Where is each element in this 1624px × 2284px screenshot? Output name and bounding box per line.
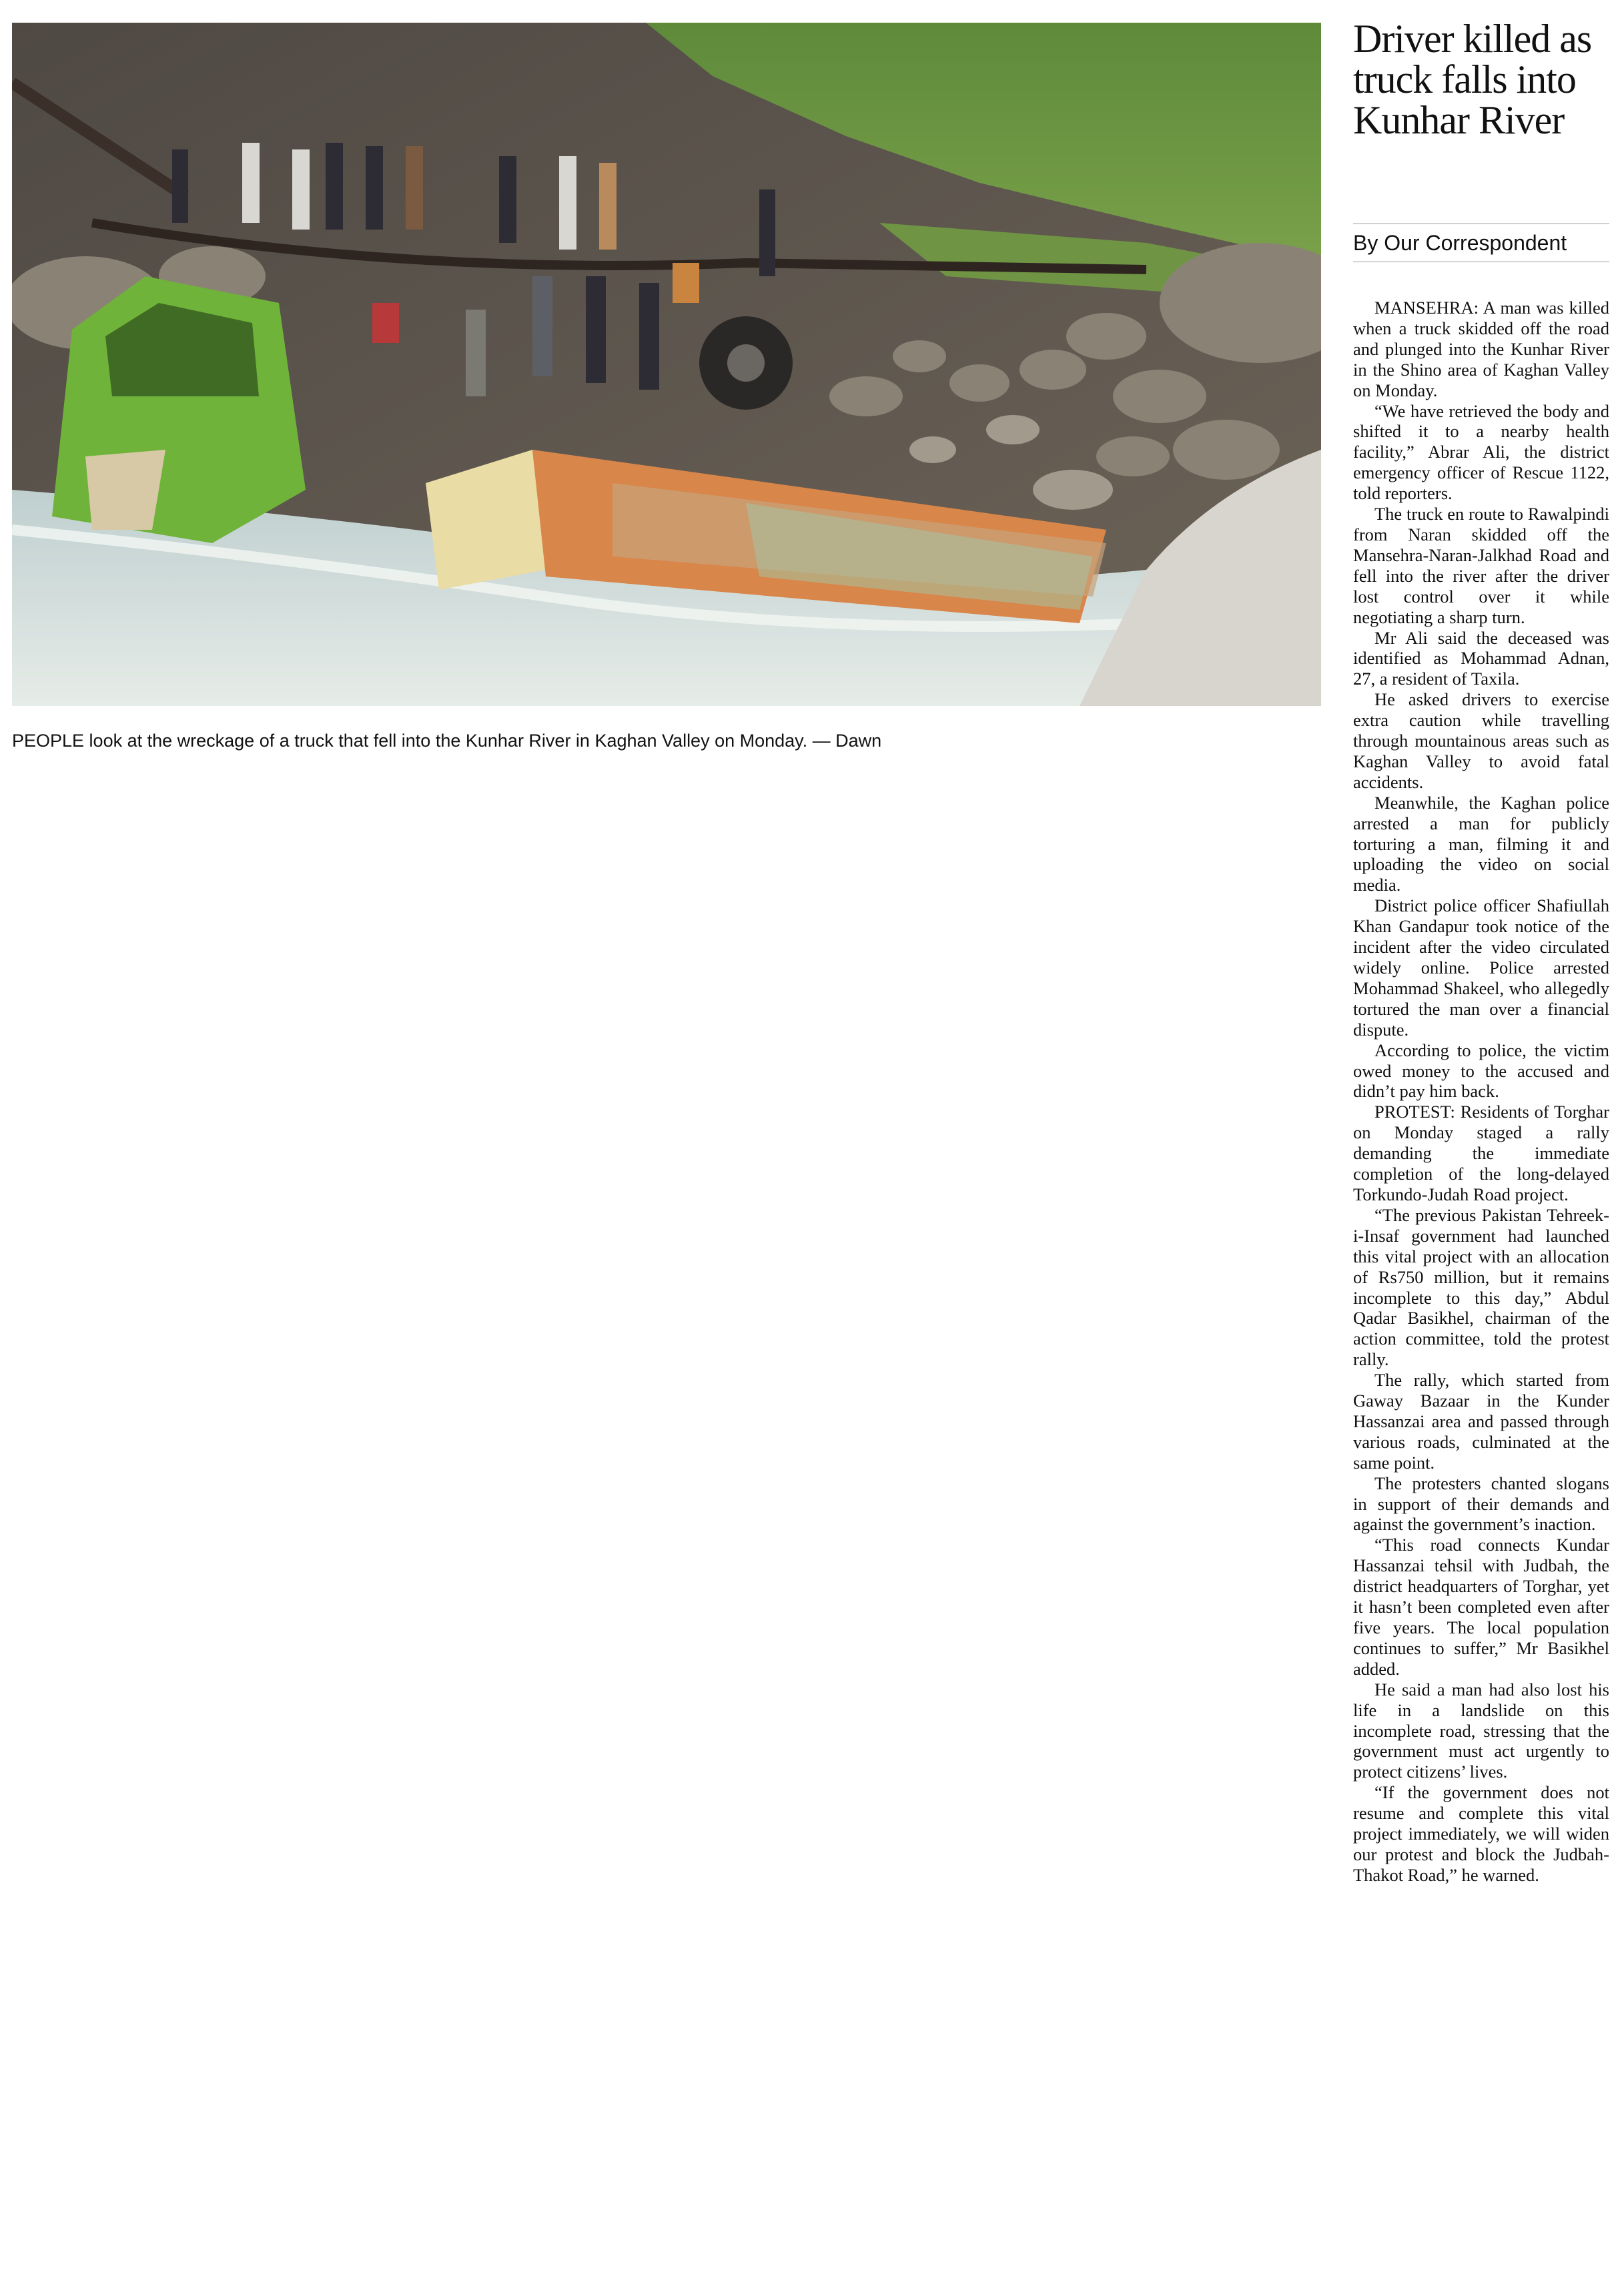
article-paragraph: Mr Ali said the deceased was identified as Mohammad Adnan, 27, a resident of Taxila. <box>1353 627 1609 689</box>
truck-wreck-photo-illustration <box>12 23 1321 706</box>
article-paragraph: He asked drivers to exercise extra caution while travelling through mountainous areas such as Kaghan Valley to avoid fatal accidents. <box>1353 689 1609 792</box>
article-byline: By Our Correspondent <box>1353 231 1567 255</box>
article-paragraph: “This road connects Kundar Hassanzai tehsil with Judbah, the district headquarters of Torghar, yet it hasn’t been completed even after five years. The local population continues to suffer,” Mr Basikhel added. <box>1353 1535 1609 1679</box>
article-paragraph: District police officer Shafiullah Khan Gandapur took notice of the incident after the video circulated widely online. Police arrested Mohammad Shakeel, who allegedly tortured the man over a financial dispute. <box>1353 895 1609 1040</box>
article-paragraph: He said a man had also lost his life in a landslide on this incomplete road, stressing that the government must act urgently to protect citizens’ lives. <box>1353 1679 1609 1782</box>
article-paragraph: PROTEST: Residents of Torghar on Monday staged a rally demanding the immediate completion of the long-delayed Torkundo-Judah Road project. <box>1353 1102 1609 1204</box>
article-paragraph: Meanwhile, the Kaghan police arrested a man for publicly torturing a man, filming it and uploading the video on social media. <box>1353 792 1609 895</box>
article-paragraph: According to police, the victim owed money to the accused and didn’t pay him back. <box>1353 1040 1609 1102</box>
article-paragraph: “The previous Pakistan Tehreek-i-Insaf government had launched this vital project with an allocation of Rs750 million, but it remains incomplete to this day,” Abdul Qadar Basikhel, chairman of the action committee, told the protest rally. <box>1353 1204 1609 1370</box>
article-paragraph: The protesters chanted slogans in support of their demands and against the government’s inaction. <box>1353 1473 1609 1535</box>
news-photo <box>12 23 1321 706</box>
article-body <box>1353 298 1609 1886</box>
photo-caption: PEOPLE look at the wreckage of a truck that fell into the Kunhar River in Kaghan Valley on Monday. — Dawn <box>12 731 882 751</box>
article-paragraph: “If the government does not resume and complete this vital project immediately, we will widen our protest and block the Judbah-Thakot Road,” he warned. <box>1353 1782 1609 1885</box>
article-paragraph: The truck en route to Rawalpindi from Naran skidded off the Mansehra-Naran-Jalkhad Road and fell into the river after the driver lost control over it while negotiating a sharp turn. <box>1353 504 1609 627</box>
article-headline: Driver killed as truck falls into Kunhar River <box>1353 17 1592 142</box>
article-paragraph: MANSEHRA: A man was killed when a truck skidded off the road and plunged into the Kunhar River in the Shino area of Kaghan Valley on Monday. <box>1353 298 1609 400</box>
article-paragraph: “We have retrieved the body and shifted it to a nearby health facility,” Abrar Ali, the district emergency officer of Rescue 1122, told reporters. <box>1353 400 1609 504</box>
article-paragraph: The rally, which started from Gaway Bazaar in the Kunder Hassanzai area and passed through various roads, culminated at the same point. <box>1353 1370 1609 1473</box>
